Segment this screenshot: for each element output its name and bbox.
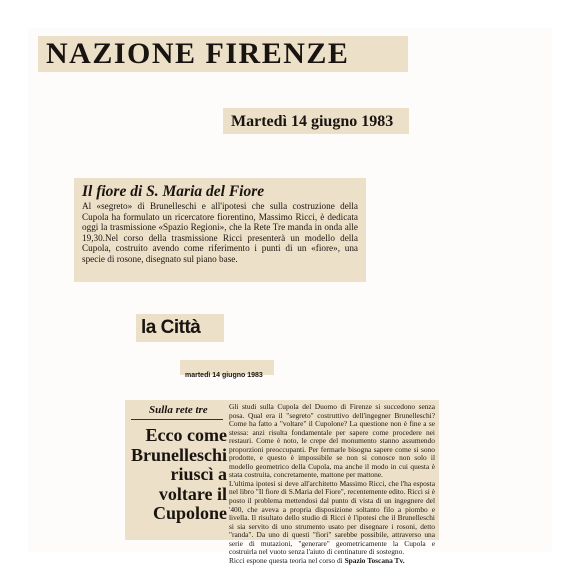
- program-name: Spazio Toscana Tv.: [344, 555, 405, 565]
- date-clipping: [223, 108, 409, 134]
- masthead-title: NAZIONE FIRENZE: [46, 37, 350, 70]
- scanned-page: [28, 28, 552, 565]
- paragraph-text: Ricci espone questa teoria nel corso di: [229, 555, 343, 565]
- article-title: Ecco come Brunelleschi riuscì a voltare il Cupolone: [130, 425, 227, 523]
- article-headline: Il fiore di S. Maria del Fiore: [82, 183, 265, 200]
- date-clipping-small: [180, 360, 274, 379]
- article-body: Al «segreto» di Brunelleschi e all'ipotesi che sulla costruzione della Cupola ha formulato un ricercatore fiorentino, Massimo Ricci, è dedicata oggi la trasmissione «Spazio Regioni», che la Rete Tre manda in onda alle 19,30.Nel corso della trasmissione Ricci presenterà un modello della Cupola, costruito avendo come riferimento i punti di un «fiore», una specie di rosone, disegnato sul piano base.: [82, 201, 358, 264]
- logo-text: la Città: [141, 317, 201, 338]
- article-clipping: [74, 178, 366, 282]
- article-paragraph: Gli studi sulla Cupola del Duomo di Firenze si succedono senza posa. Qual era il "segreto" costruttivo dell'ingegner Brunelleschi? Come ha fatto a "voltare" il Cupolone? La questione non è fine a se stessa: anzi risulta fondamentale per sapere come procedere nei restauri. Come è noto, le crepe del monumento stanno assumendo proporzioni preoccupanti. Per fermarle bisogna sapere come si sono prodotte, e questo è impossibile se non si conosce non solo il modello geometrico della Cupola, ma anche il modo in cui questa è stata costruita, concretamente, mattone per mattone.: [229, 402, 435, 480]
- kicker-rule: [131, 419, 223, 420]
- article-paragraph: [229, 557, 435, 566]
- newspaper-masthead: [38, 36, 408, 72]
- date-text: Martedì 14 giugno 1983: [231, 113, 394, 130]
- article-paragraph: L'ultima ipotesi si deve all'architetto Massimo Ricci, che l'ha esposta nel libro "Il fiore di S.Maria del Fiore", recentemente edito. Ricci si è posto il problema mettendosi dal punto di vista di un ingegnere del '400, che aveva a propria disposizione soltanto filo a piombo e livella. Il risultato dello studio di Ricci è l'ipotesi che il Brunelleschi si sia servito di uno strumento usato per disegnare i rosoni, detto "randa". Da uno di questi "fiori" sarebbe possibile, attraverso una serie di mutazioni, "generare" geometricamente la Cupola e costruirla nel vuoto senza l'aiuto di centinature di sostegno.: [229, 478, 435, 557]
- article-kicker: Sulla rete tre: [149, 404, 208, 416]
- article-clipping-large: [125, 400, 439, 565]
- newspaper-logo: [136, 314, 224, 342]
- date-text-small: martedì 14 giugno 1983: [185, 372, 263, 379]
- article-body-large: [229, 403, 435, 565]
